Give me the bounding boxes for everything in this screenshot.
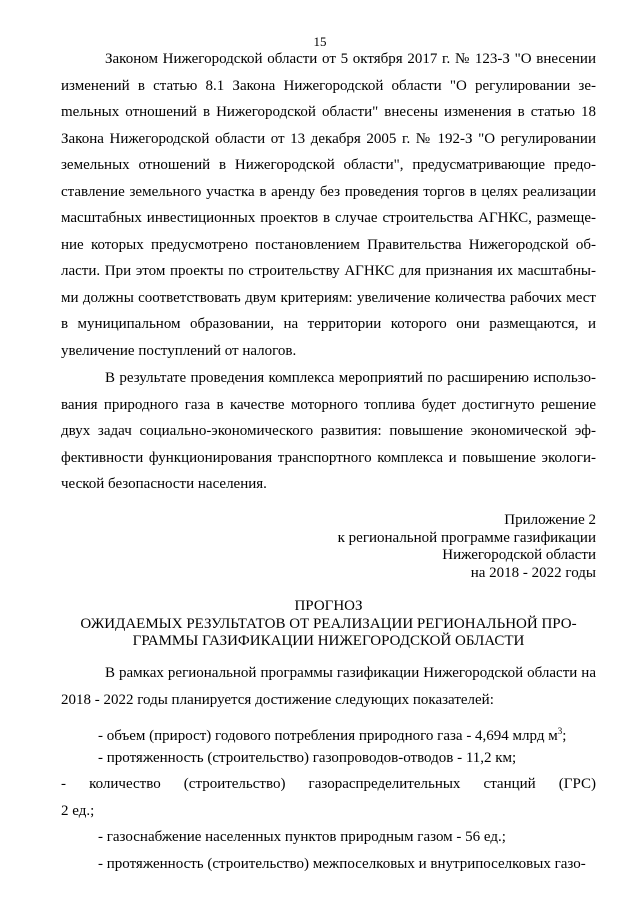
- indicator-grs-count: [61, 771, 596, 824]
- indicator-line: 2 ед.;: [61, 802, 95, 819]
- page-number: 15: [313, 34, 327, 49]
- paragraph-agnks-land-law: Законом Нижегородской области от 5 октября 2017 г. № 123-З "О внесении изменений в статью 8.1 Закона Нижегородской области "О регулировании зеmельных отношений в Нижегородской области" внесены изменения в статью 18 Закона Нижегородской области от 13 декабря 2005 г. № 192-З "О регулировании земельных отношений в Нижегородской области", предусматривающие предоставление земельного участка в аренду без проведения торгов в целях реализации масштабных инвестиционных проектов в случае строительства АГНКС, размещение которых предусмотрено постановлением Правительства Нижегородской области. При этом проекты по строительству АГНКС для признания их масштабными должны соответствовать двум критериям: увеличение количества рабочих мест в муниципальном образовании, на территории которого они размещаются, и увеличение поступлений от налогов.: [61, 51, 596, 359]
- indicator-pipeline-length: - протяженность (строительство) газопроводов-отводов - 11,2 км;: [98, 750, 517, 766]
- heading-line: ГРАММЫ ГАЗИФИКАЦИИ НИЖЕГОРОДСКОЙ ОБЛАСТИ: [132, 633, 525, 649]
- paragraph-results: В результате проведения комплекса мероприятий по расширению использования природного газа в качестве моторного топлива будет достигнуто решение двух задач социально-экономического развития: повышение экономической эффективности функционирования транспортного комплекса и повышение экологической безопасности населения.: [61, 370, 596, 492]
- indicator-intersettlement-pipelines: - протяженность (строительство) межпоселковых и внутрипоселковых газо-: [98, 856, 586, 872]
- appendix-line: Приложение 2: [504, 512, 596, 528]
- appendix-line: к региональной программе газификации: [337, 529, 596, 546]
- appendix-line: Нижегородской области: [442, 547, 596, 563]
- intro-paragraph: В рамках региональной программы газификации Нижегородской области на 2018 - 2022 годы планируется достижение следующих показателей:: [61, 665, 596, 708]
- heading-line: ПРОГНОЗ: [294, 598, 363, 614]
- indicator-line: - количество (строительство) газораспределительных станций (ГРС): [61, 776, 596, 792]
- indicator-settlements: - газоснабжение населенных пунктов природным газом - 56 ед.;: [98, 829, 506, 845]
- section-heading: [61, 598, 596, 651]
- indicator-superscript: 3: [557, 726, 563, 736]
- indicator-text: - объем (прирост) годового потребления природного газа - 4,694 млрд м: [98, 728, 558, 744]
- indicator-tail: ;: [562, 728, 567, 744]
- appendix-line: на 2018 - 2022 годы: [470, 564, 596, 581]
- heading-line: ОЖИДАЕМЫХ РЕЗУЛЬТАТОВ ОТ РЕАЛИЗАЦИИ РЕГИОНАЛЬНОЙ ПРО-: [80, 615, 577, 632]
- appendix-caption: [338, 512, 596, 582]
